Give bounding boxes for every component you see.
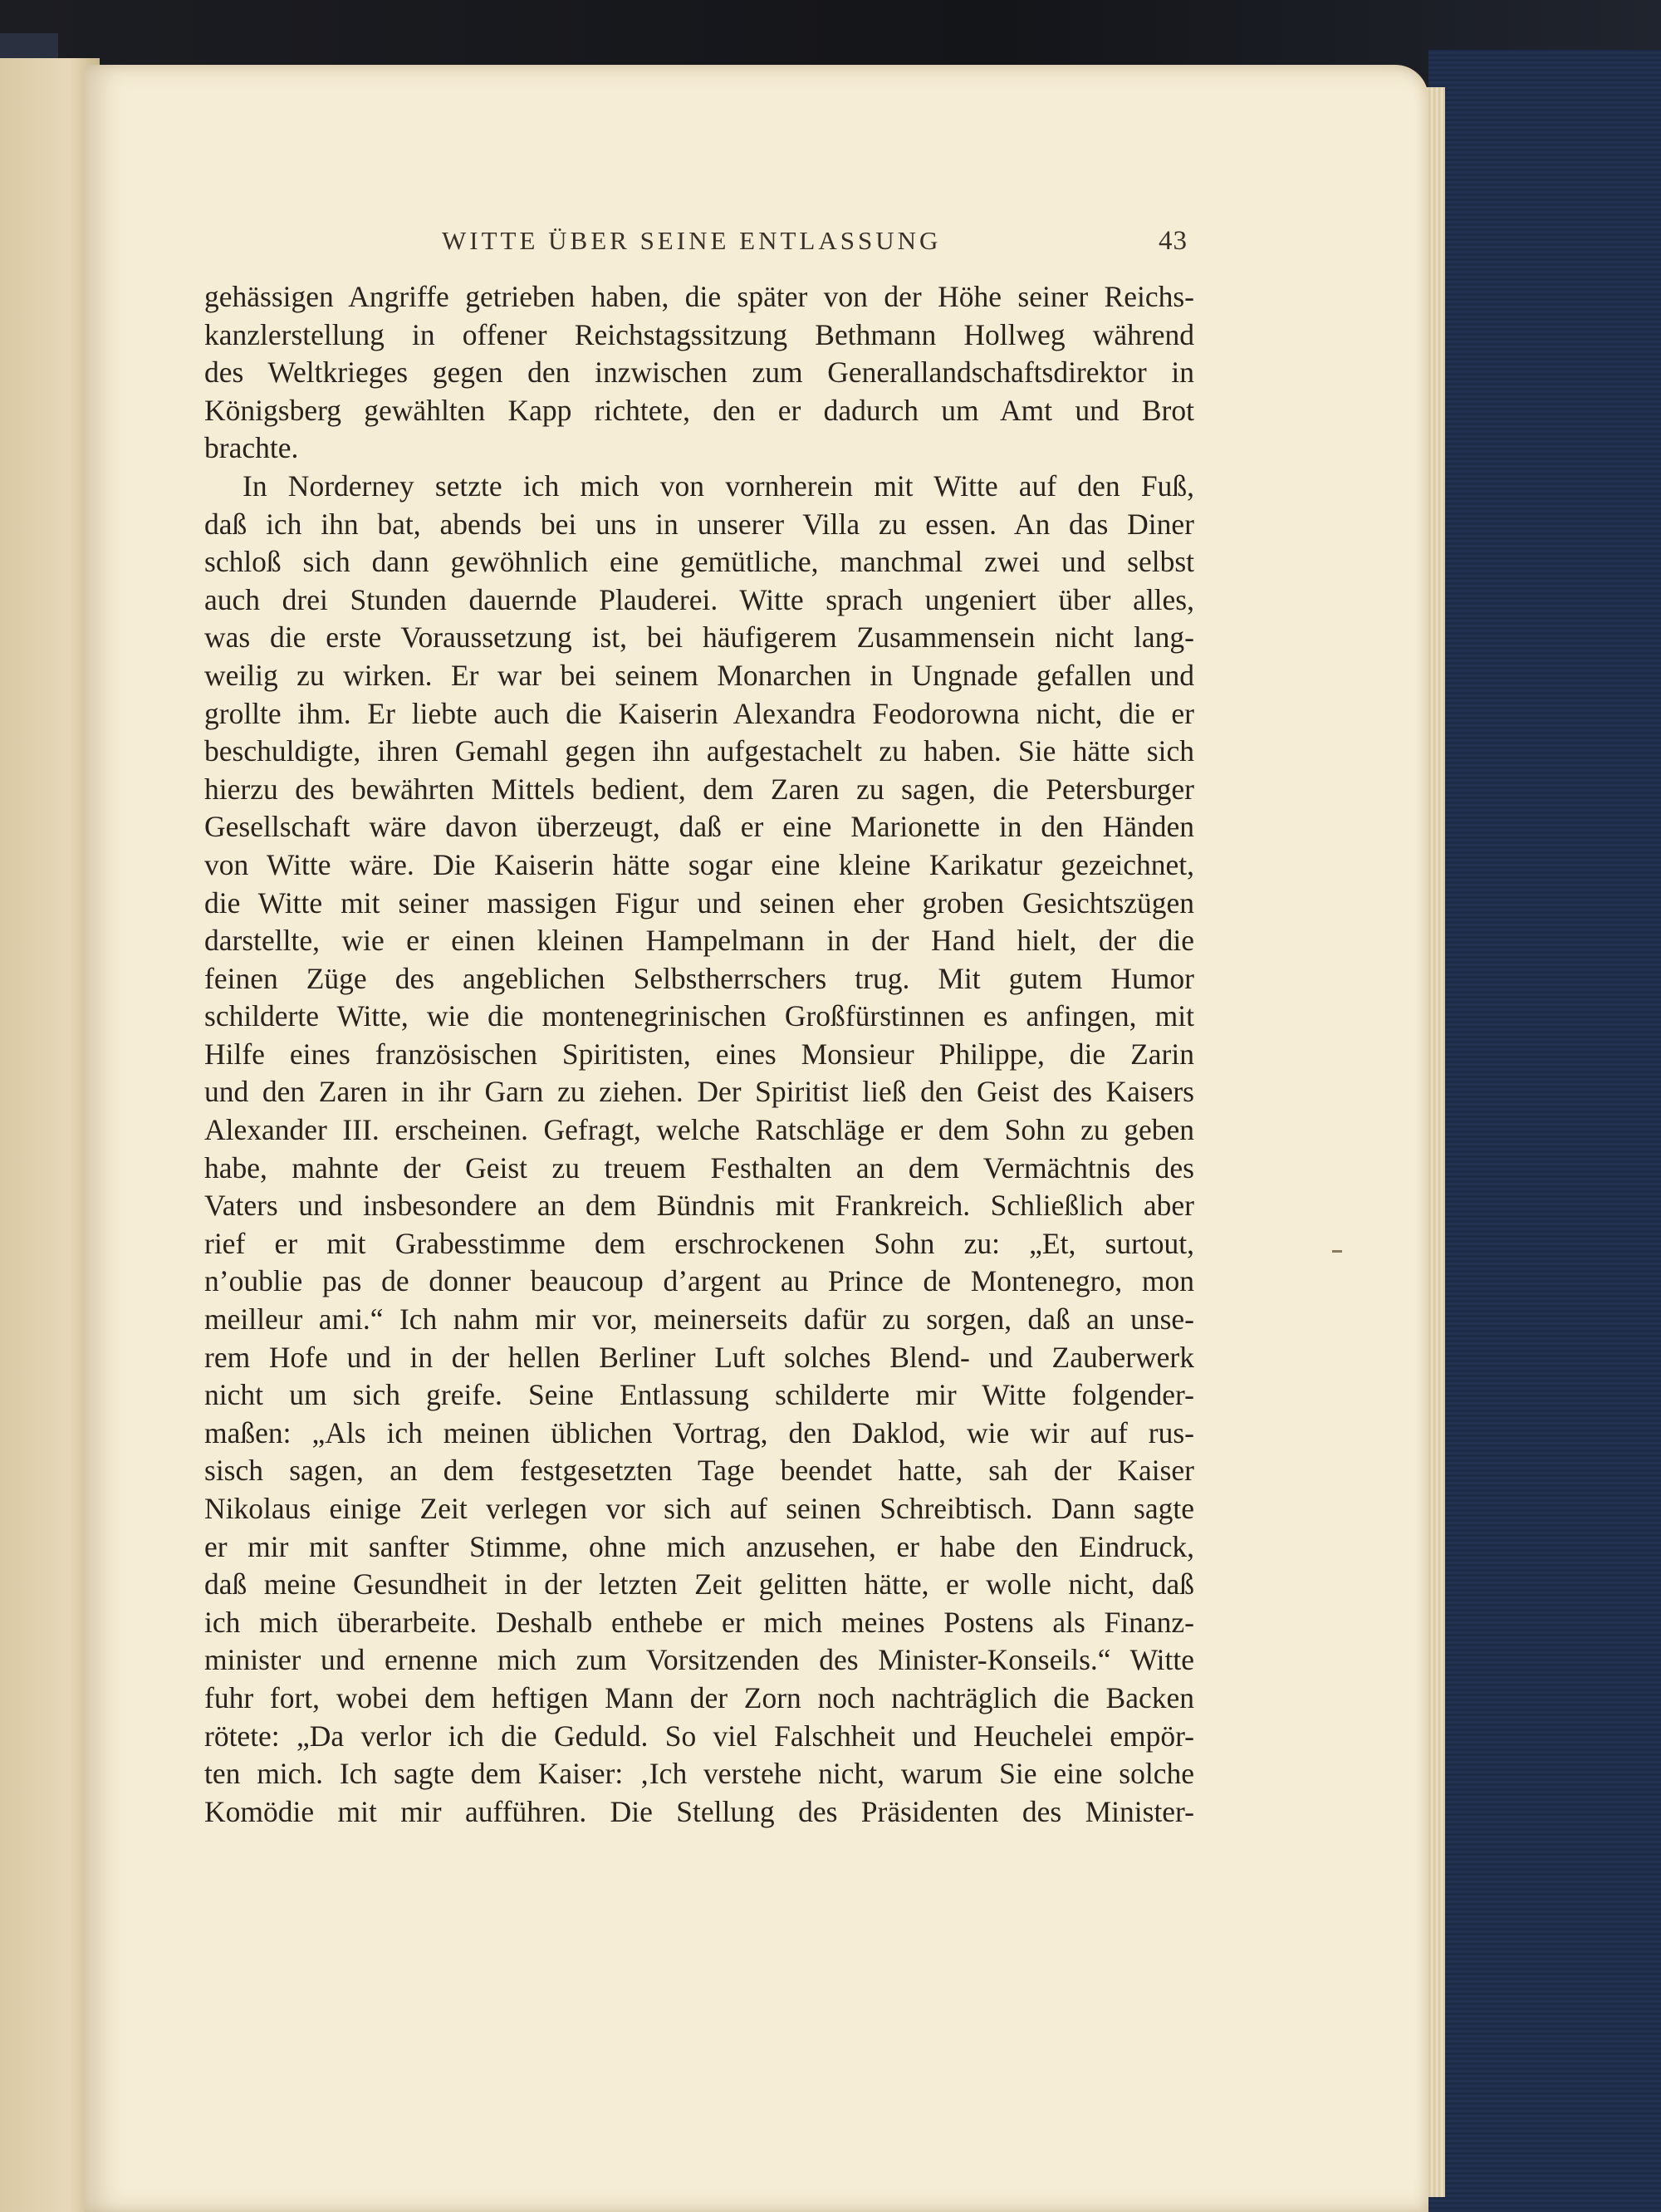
text-line: ten mich. Ich sagte dem Kaiser: ‚Ich verstehe nicht, warum Sie eine solche — [204, 1757, 1194, 1791]
text-line: weilig zu wirken. Er war bei seinem Monarchen in Ungnade gefallen und — [204, 658, 1194, 692]
text-line: Vaters und insbesondere an dem Bündnis mit Frankreich. Schließlich aber — [204, 1189, 1194, 1223]
text-line: des Weltkrieges gegen den inzwischen zum Generallandschaftsdirektor in — [204, 356, 1194, 390]
text-line: Gesellschaft wäre davon überzeugt, daß er eine Marionette in den Händen — [204, 810, 1194, 844]
text-line: fuhr fort, wobei dem heftigen Mann der Zorn noch nachträglich die Backen — [204, 1680, 1194, 1714]
text-line: hierzu des bewährten Mittels bedient, dem Zaren zu sagen, die Petersburger — [204, 772, 1194, 806]
text-line: Hilfe eines französischen Spiritisten, eines Monsieur Philippe, die Zarin — [204, 1037, 1194, 1071]
text-line: maßen: „Als ich meinen üblichen Vortrag, den Daklod, wie wir auf rus- — [204, 1415, 1194, 1449]
text-line: Komödie mit mir aufführen. Die Stellung des Präsidenten des Minister- — [204, 1794, 1194, 1828]
body-text — [204, 278, 1194, 1831]
text-line: rötete: „Da verlor ich die Geduld. So viel Falschheit und Heuchelei empör- — [204, 1719, 1194, 1753]
text-line: brachte. — [204, 431, 299, 465]
text-line: sisch sagen, an dem festgesetzten Tage beendet hatte, sah der Kaiser — [204, 1454, 1194, 1488]
text-line: daß ich ihn bat, abends bei uns in unserer Villa zu essen. An das Diner — [204, 507, 1194, 541]
book-cover-right — [1428, 50, 1661, 2212]
margin-dash-mark — [1332, 1250, 1342, 1253]
text-line: feinen Züge des angeblichen Selbstherrschers trug. Mit gutem Humor — [204, 961, 1194, 995]
text-line: von Witte wäre. Die Kaiserin hätte sogar eine kleine Karikatur gezeichnet, — [204, 847, 1194, 881]
text-line: er mir mit sanfter Stimme, ohne mich anzusehen, er habe den Eindruck, — [204, 1529, 1194, 1563]
text-line: Alexander III. erscheinen. Gefragt, welche Ratschläge er dem Sohn zu geben — [204, 1113, 1194, 1147]
text-line: meilleur ami.“ Ich nahm mir vor, meinerseits dafür zu sorgen, daß an unse- — [204, 1302, 1194, 1337]
running-title: WITTE ÜBER SEINE ENTLASSUNG — [442, 226, 942, 255]
page-number: 43 — [1159, 226, 1188, 256]
text-line: daß meine Gesundheit in der letzten Zeit gelitten hätte, er wolle nicht, daß — [204, 1567, 1194, 1601]
text-line: rem Hofe und in der hellen Berliner Luft solches Blend- und Zauberwerk — [204, 1340, 1194, 1374]
text-line: schloß sich dann gewöhnlich eine gemütliche, manchmal zwei und selbst — [204, 545, 1194, 579]
text-line: rief er mit Grabesstimme dem erschrockenen Sohn zu: „Et, surtout, — [204, 1226, 1194, 1260]
text-line: ich mich überarbeite. Deshalb enthebe er mich meines Postens als Finanz- — [204, 1605, 1194, 1639]
text-line: was die erste Voraussetzung ist, bei häufigerem Zusammensein nicht lang- — [204, 620, 1194, 655]
text-line: Königsberg gewählten Kapp richtete, den er dadurch um Amt und Brot — [204, 393, 1194, 427]
text-line: gehässigen Angriffe getrieben haben, die später von der Höhe seiner Reichs- — [204, 280, 1194, 313]
running-head — [208, 226, 1196, 264]
text-line: nicht um sich greife. Seine Entlassung schilderte mir Witte folgender- — [204, 1378, 1194, 1412]
text-line: In Norderney setzte ich mich von vornherein mit Witte auf den Fuß, — [243, 468, 1194, 503]
text-line: beschuldigte, ihren Gemahl gegen ihn aufgestachelt zu haben. Sie hätte sich — [204, 734, 1194, 768]
text-line: darstellte, wie er einen kleinen Hampelmann in der Hand hielt, der die — [204, 924, 1194, 958]
text-line: Nikolaus einige Zeit verlegen vor sich auf seinen Schreibtisch. Dann sagte — [204, 1492, 1194, 1525]
text-line: minister und ernenne mich zum Vorsitzenden des Minister-Konseils.“ Witte — [204, 1643, 1194, 1677]
text-line: grollte ihm. Er liebte auch die Kaiserin Alexandra Feodorowna nicht, die er — [204, 696, 1194, 730]
text-line: die Witte mit seiner massigen Figur und seinen eher groben Gesichtszügen — [204, 885, 1194, 920]
text-line: und den Zaren in ihr Garn zu ziehen. Der Spiritist ließ den Geist des Kaisers — [204, 1075, 1194, 1109]
text-line: kanzlerstellung in offener Reichstagssitzung Bethmann Hollweg während — [204, 317, 1194, 351]
text-line: schilderte Witte, wie die montenegrinischen Großfürstinnen es anfingen, mit — [204, 999, 1194, 1033]
text-line: habe, mahnte der Geist zu treuem Festhalten an dem Vermächtnis des — [204, 1150, 1194, 1184]
text-line: auch drei Stunden dauernde Plauderei. Witte sprach ungeniert über alles, — [204, 582, 1194, 616]
text-line: n’oublie pas de donner beaucoup d’argent au Prince de Montenegro, mon — [204, 1264, 1194, 1298]
